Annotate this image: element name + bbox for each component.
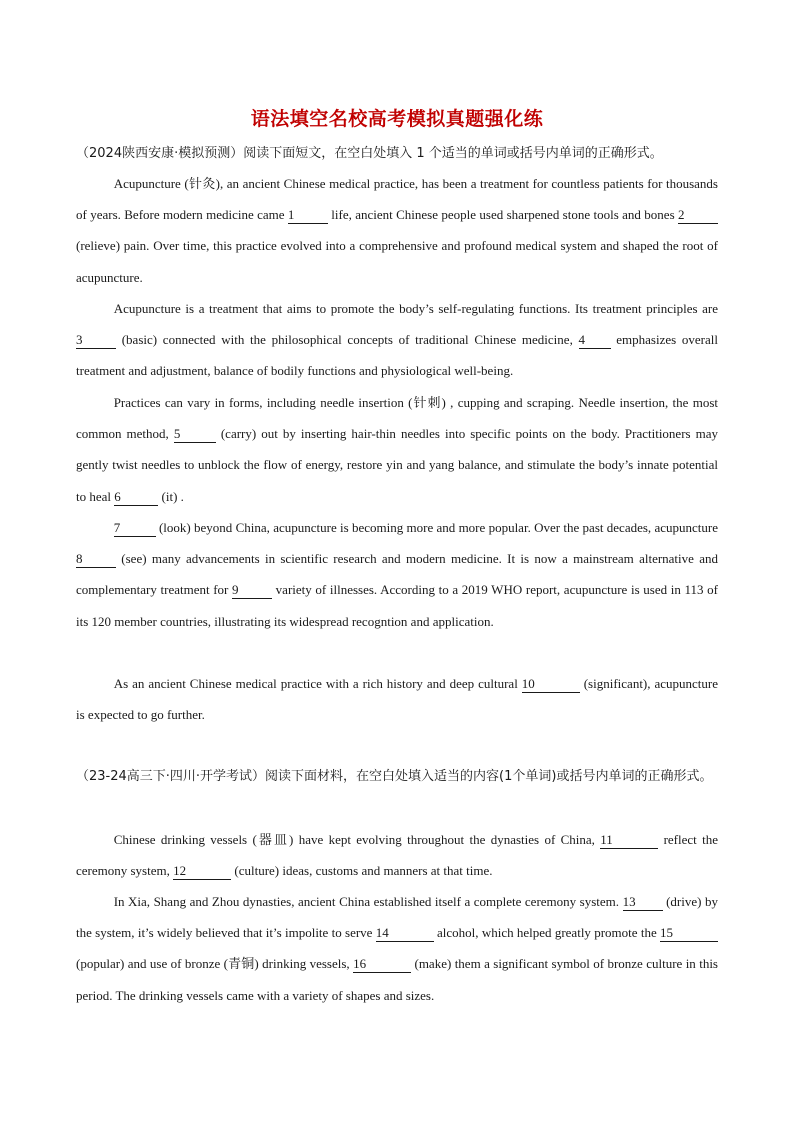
blank-16[interactable]: 16 — [353, 956, 411, 973]
passage2-source: （23-24高三下·四川·开学考试）阅读下面材料，在空白处填入适当的内容(1个单词)或括号内单词的正确形式。 — [76, 769, 713, 784]
text-segment: In Xia, Shang and Zhou dynasties, ancient China established itself a complete ceremony system. — [113, 894, 623, 909]
text-segment: (popular) and use of bronze (青铜) drinking vessels, — [76, 956, 354, 972]
text-segment: (relieve) pain. Over time, this practice evolved into a comprehensive and profound medical system and shaped the root of acupuncture. — [76, 238, 718, 285]
blank-9[interactable]: 9 — [232, 582, 272, 599]
passage1-paragraph-4 — [76, 512, 718, 637]
text-segment: (culture) ideas, customs and manners at that time. — [231, 863, 493, 879]
passage1-source: （2024陕西安康·模拟预测）阅读下面短文，在空白处填入 1 个适当的单词或括号内单词的正确形式。 — [76, 146, 663, 161]
blank-14[interactable]: 14 — [376, 925, 434, 942]
blank-3[interactable]: 3 — [76, 332, 116, 349]
text-segment: (carry) out by inserting hair-thin needles into specific points on the body. Practitioners may gently twist needles to unblock the flow of energy, restore yin and yang balance, and stimulate the body’s innate potential to heal — [76, 426, 718, 504]
text-segment: (look) beyond China, acupuncture is becoming more and more popular. Over the past decades, acupuncture — [155, 520, 718, 535]
blank-5[interactable]: 5 — [174, 426, 216, 443]
blank-10[interactable]: 10 — [522, 676, 580, 693]
blank-12[interactable]: 12 — [173, 863, 231, 880]
text-segment: As an ancient Chinese medical practice with a rich history and deep cultural — [113, 676, 522, 691]
passage1-paragraph-5 — [76, 668, 718, 730]
text-segment: reflect the ceremony system, — [76, 832, 718, 879]
blank-13[interactable]: 13 — [623, 894, 663, 911]
text-segment: (basic) connected with the philosophical concepts of traditional Chinese medicine, — [116, 332, 579, 348]
blank-11[interactable]: 11 — [600, 832, 658, 849]
passage1-paragraph-2 — [76, 293, 718, 387]
text-segment: alcohol, which helped greatly promote the — [433, 925, 661, 941]
text-segment: Acupuncture is a treatment that aims to promote the body’s self-regulating functions. Its treatment principles are — [113, 301, 718, 316]
text-segment: emphasizes overall treatment and adjustment, balance of bodily functions and physiological well-being. — [76, 332, 719, 379]
text-segment: Chinese drinking vessels (器皿) have kept evolving throughout the dynasties of China, — [113, 832, 601, 847]
passage1-paragraph-1 — [76, 168, 718, 293]
text-segment: (drive) by the system, it’s widely believed that it’s impolite to serve — [76, 894, 718, 941]
text-segment: (see) many advancements in scientific research and modern medicine. It is now a mainstream alternative and complementary treatment for — [76, 551, 718, 598]
text-segment: life, ancient Chinese people used sharpened stone tools and bones — [327, 207, 679, 223]
passage2-paragraph-1 — [76, 824, 718, 886]
blank-4[interactable]: 4 — [579, 332, 611, 349]
text-segment: Acupuncture (针灸), an ancient Chinese medical practice, has been a treatment for countless patients for thousands of years. Before modern medicine came — [76, 176, 718, 223]
text-segment: (make) them a significant symbol of bronze culture in this period. The drinking vessels came with a variety of shapes and sizes. — [76, 956, 718, 1003]
text-segment: Practices can vary in forms, including needle insertion (针刺) , cupping and scraping. Needle insertion, the most common method, — [76, 395, 718, 442]
blank-8[interactable]: 8 — [76, 551, 116, 568]
blank-7[interactable]: 7 — [114, 520, 156, 537]
text-segment: variety of illnesses. According to a 2019 WHO report, acupuncture is used in 113 of its 120 member countries, illustrating its widespread recogntion and application. — [76, 582, 718, 629]
blank-1[interactable]: 1 — [288, 207, 328, 224]
blank-15[interactable]: 15 — [660, 925, 718, 942]
blank-6[interactable]: 6 — [114, 489, 158, 506]
page-title: 语法填空名校高考模拟真题强化练 — [250, 108, 544, 130]
text-segment: (it) . — [158, 488, 184, 504]
blank-2[interactable]: 2 — [678, 207, 718, 224]
passage2-paragraph-2 — [76, 886, 718, 1011]
text-segment: (significant), acupuncture is expected to go further. — [76, 676, 718, 723]
passage1-paragraph-3 — [76, 387, 718, 512]
